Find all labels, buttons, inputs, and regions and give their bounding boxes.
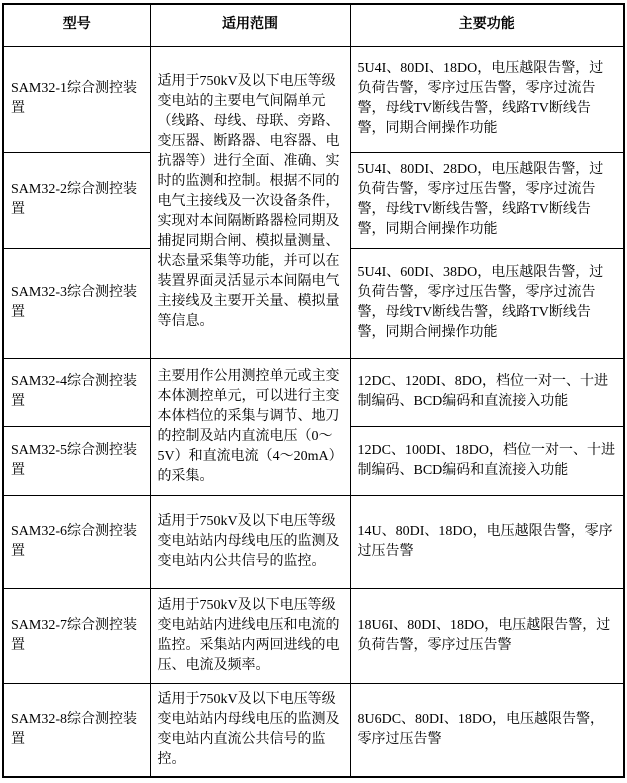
device-spec-table bbox=[2, 3, 625, 778]
functions-cell-sam32-1: 5U4I、80DI、18DO，电压越限告警，过负荷告警，零序过压告警，零序过流告警，母线TV断线告警，线路TV断线告警，同期合闸操作功能 bbox=[350, 46, 624, 152]
model-cell-sam32-3: SAM32-3综合测控装置 bbox=[3, 248, 150, 358]
table-row bbox=[3, 495, 624, 588]
model-cell-sam32-4: SAM32-4综合测控装置 bbox=[3, 358, 150, 426]
header-functions: 主要功能 bbox=[350, 4, 624, 46]
table-row bbox=[3, 46, 624, 152]
scope-cell-bay-units: 适用于750kV及以下电压等级变电站的主要电气间隔单元（线路、母线、母联、旁路、变压器、断路器、电容器、电抗器等）进行全面、准确、实时的监测和控制。根据不同的电气主接线及一次设备条件，实现对本间隔断路器检同期及捕捉同期合闸、模拟量测量、状态量采集等功能，并可以在装置界面灵活显示本间隔电气主接线及主要开关量、模拟量等信息。 bbox=[150, 46, 350, 358]
header-model: 型号 bbox=[3, 4, 150, 46]
scope-cell-dc-common-signal: 适用于750kV及以下电压等级变电站站内母线电压的监测及变电站内直流公共信号的监控。 bbox=[150, 683, 350, 777]
functions-cell-sam32-6: 14U、80DI、18DO，电压越限告警，零序过压告警 bbox=[350, 495, 624, 588]
model-cell-sam32-8: SAM32-8综合测控装置 bbox=[3, 683, 150, 777]
scope-cell-common-unit: 主要用作公用测控单元或主变本体测控单元，可以进行主变本体档位的采集与调节、地刀的控制及站内直流电压（0～5V）和直流电流（4～20mA）的采集。 bbox=[150, 358, 350, 495]
model-cell-sam32-2: SAM32-2综合测控装置 bbox=[3, 152, 150, 248]
model-cell-sam32-7: SAM32-7综合测控装置 bbox=[3, 588, 150, 683]
functions-cell-sam32-5: 12DC、100DI、18DO，档位一对一、十进制编码、BCD编码和直流接入功能 bbox=[350, 426, 624, 495]
functions-cell-sam32-7: 18U6I、80DI、18DO，电压越限告警，过负荷告警，零序过压告警 bbox=[350, 588, 624, 683]
functions-cell-sam32-3: 5U4I、60DI、38DO，电压越限告警，过负荷告警，零序过压告警，零序过流告警，母线TV断线告警，线路TV断线告警，同期合闸操作功能 bbox=[350, 248, 624, 358]
functions-cell-sam32-2: 5U4I、80DI、28DO，电压越限告警，过负荷告警，零序过压告警，零序过流告警，母线TV断线告警，线路TV断线告警，同期合闸操作功能 bbox=[350, 152, 624, 248]
model-cell-sam32-1: SAM32-1综合测控装置 bbox=[3, 46, 150, 152]
model-cell-sam32-5: SAM32-5综合测控装置 bbox=[3, 426, 150, 495]
table-row bbox=[3, 358, 624, 426]
scope-cell-incoming-line: 适用于750kV及以下电压等级变电站站内进线电压和电流的监控。采集站内两回进线的电压、电流及频率。 bbox=[150, 588, 350, 683]
table-row bbox=[3, 683, 624, 777]
header-row bbox=[3, 4, 624, 46]
functions-cell-sam32-4: 12DC、120DI、8DO，档位一对一、十进制编码、BCD编码和直流接入功能 bbox=[350, 358, 624, 426]
model-cell-sam32-6: SAM32-6综合测控装置 bbox=[3, 495, 150, 588]
header-scope: 适用范围 bbox=[150, 4, 350, 46]
functions-cell-sam32-8: 8U6DC、80DI、18DO，电压越限告警，零序过压告警 bbox=[350, 683, 624, 777]
table-row bbox=[3, 588, 624, 683]
scope-cell-busbar-voltage: 适用于750kV及以下电压等级变电站站内母线电压的监测及变电站内公共信号的监控。 bbox=[150, 495, 350, 588]
